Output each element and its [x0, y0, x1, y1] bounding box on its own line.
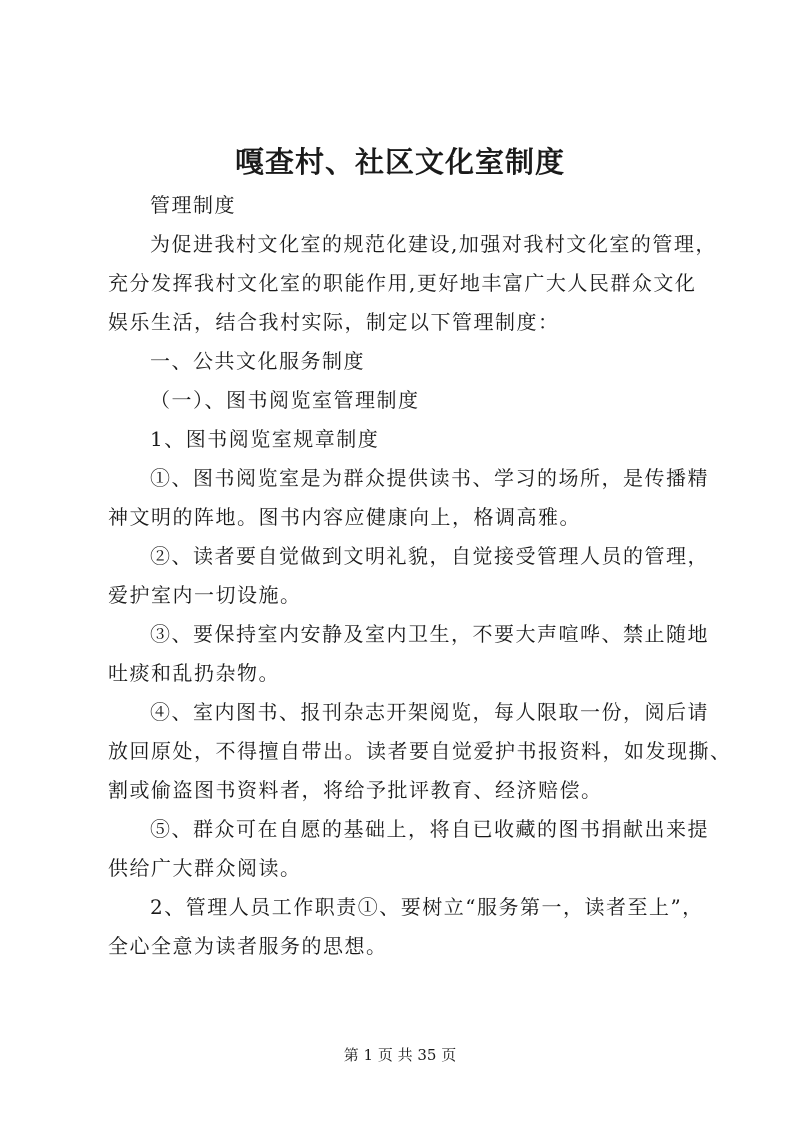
text-line: ③、要保持室内安静及室内卫生，不要大声喧哗、禁止随地 [150, 622, 709, 646]
text-line: 娱乐生活，结合我村实际，制定以下管理制度： [108, 310, 560, 334]
page-number-footer: 第 1 页 共 35 页 [343, 1046, 457, 1064]
text-line: （一）、图书阅览室管理制度 [150, 388, 420, 412]
text-line: 充分发挥我村文化室的职能作用,更好地丰富广大人民群众文化 [108, 271, 697, 295]
paragraph-item-1 [108, 420, 708, 459]
text-line: 一、公共文化服务制度 [150, 349, 365, 373]
text-line: ④、室内图书、报刊杂志开架阅览，每人限取一份，阅后请 [150, 700, 709, 724]
paragraph-rule-1 [108, 459, 708, 537]
text-line: 放回原处，不得擅自带出。读者要自觉爱护书报资料，如发现撕、 [108, 739, 732, 763]
text-line: 管理制度 [150, 193, 236, 217]
text-line: 吐痰和乱扔杂物。 [108, 661, 280, 685]
text-line: ①、图书阅览室是为群众提供读书、学习的场所，是传播精 [150, 466, 709, 490]
text-line: 爱护室内一切设施。 [108, 583, 302, 607]
paragraph-rule-4 [108, 693, 732, 810]
paragraph-item-2 [108, 888, 708, 966]
paragraph-rule-2 [108, 537, 708, 615]
text-line: 为促进我村文化室的规范化建设,加强对我村文化室的管理， [150, 232, 717, 256]
text-line: ⑤、群众可在自愿的基础上，将自已收藏的图书捐献出来提 [150, 817, 709, 841]
text-line: 1、图书阅览室规章制度 [150, 427, 380, 451]
document-title: 嘎查村、社区文化室制度 [234, 145, 565, 179]
text-line: 供给广大群众阅读。 [108, 856, 302, 880]
text-line: 割或偷盗图书资料者，将给予批评教育、经济赔偿。 [108, 778, 603, 802]
text-line: 2、管理人员工作职责①、要树立“服务第一，读者至上”， [150, 895, 704, 919]
document-body [108, 186, 732, 966]
paragraph-subsection-1 [108, 381, 708, 420]
paragraph-heading-management [108, 186, 708, 225]
text-line: 神文明的阵地。图书内容应健康向上，格调高雅。 [108, 505, 581, 529]
paragraph-rule-5 [108, 810, 708, 888]
paragraph-intro [108, 225, 717, 342]
text-line: ②、读者要自觉做到文明礼貌，自觉接受管理人员的管理， [150, 544, 709, 568]
paragraph-rule-3 [108, 615, 708, 693]
paragraph-section-1 [108, 342, 708, 381]
text-line: 全心全意为读者服务的思想。 [108, 934, 388, 958]
